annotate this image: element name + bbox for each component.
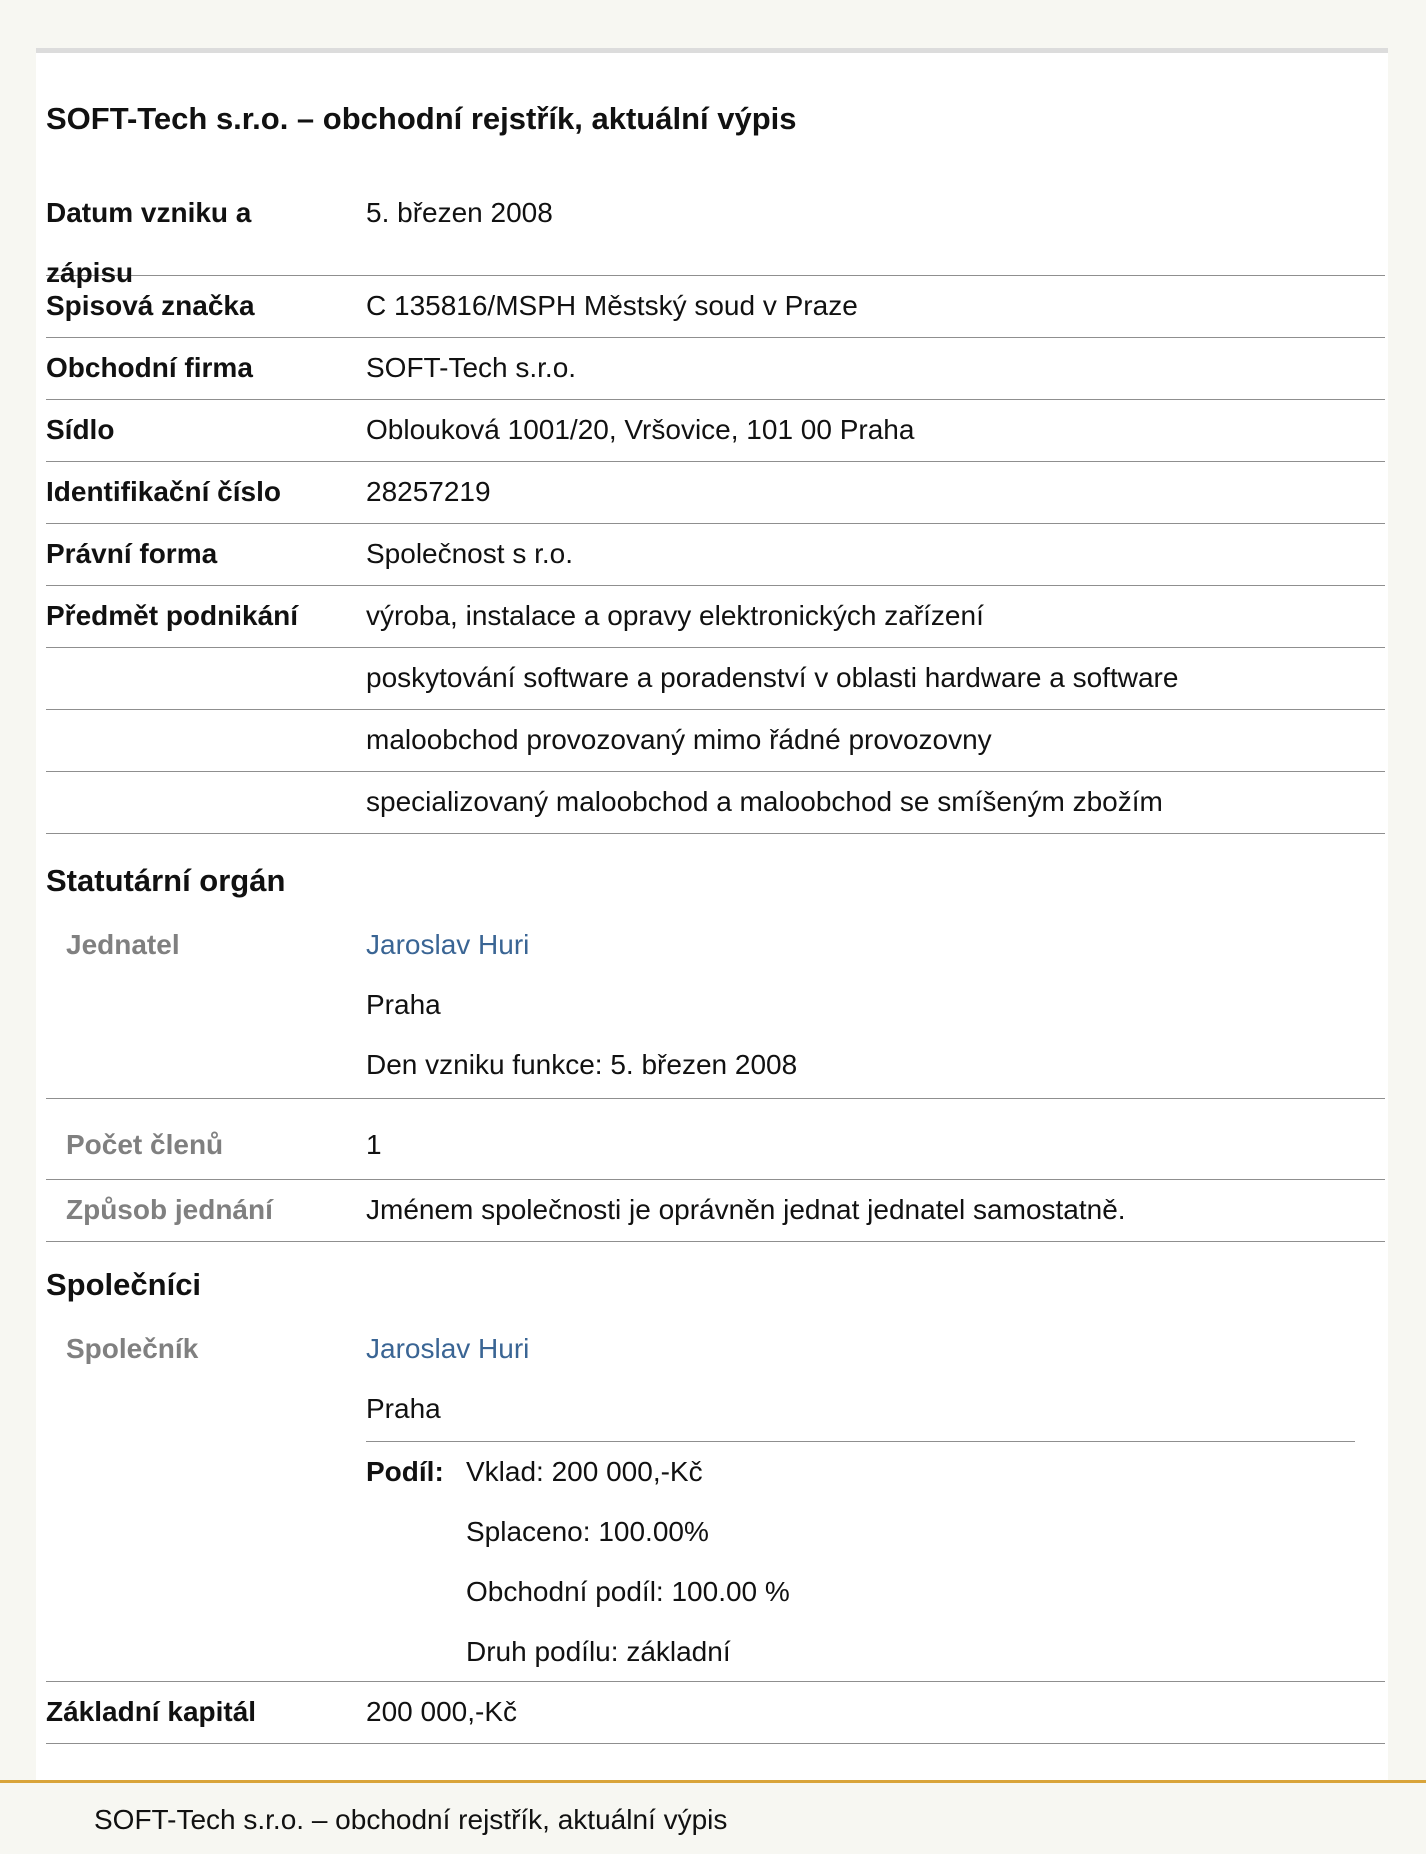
spolecnik-label: Společník [66,1333,199,1364]
row-datum [46,183,1385,288]
row-obchodni-firma [46,338,1385,400]
zpusob-value: Jménem společnosti je oprávněn jednat jednatel samostatně. [366,1194,1126,1225]
podil-label: Podíl: [366,1456,444,1487]
section-spolecnici-heading: Společníci [46,1267,202,1302]
firma-label: Obchodní firma [46,352,253,383]
spis-value: C 135816/MSPH Městský soud v Praze [366,290,858,321]
podil-value: Vklad: 200 000,-Kč [466,1456,703,1487]
row-predmet-4 [46,772,1385,834]
predmet-value: poskytování software a poradenství v oblasti hardware a software [366,662,1179,693]
datum-label-line1: Datum vzniku a [46,197,252,228]
podil-value: Splaceno: 100.00% [466,1516,709,1547]
kapital-label: Základní kapitál [46,1696,257,1727]
pocet-value: 1 [366,1129,382,1160]
section-statutarni-heading: Statutární orgán [46,863,286,898]
footer-text: SOFT-Tech s.r.o. – obchodní rejstřík, aktuální výpis [94,1804,728,1835]
podil-value: Druh podílu: základní [466,1636,731,1667]
jednatel-name-link[interactable]: Jaroslav Huri [366,929,530,960]
jednatel-label: Jednatel [66,929,180,960]
pocet-label: Počet členů [66,1129,224,1160]
row-spolecnik [46,1319,1385,1682]
row-ic [46,462,1385,524]
predmet-value: maloobchod provozovaný mimo řádné provozovny [366,724,992,755]
footer-divider [0,1780,1426,1783]
page-title: SOFT-Tech s.r.o. – obchodní rejstřík, aktuální výpis [46,101,797,136]
row-predmet-2 [46,648,1385,710]
predmet-value: specializovaný maloobchod a maloobchod se smíšeným zbožím [366,786,1163,817]
row-jednatel [46,915,1385,1099]
row-pocet-clenu [46,1103,1385,1180]
row-spisova-znacka [46,276,1385,338]
sidlo-value: Oblouková 1001/20, Vršovice, 101 00 Praha [366,414,915,445]
datum-label-line2: zápisu [46,257,134,288]
predmet-label: Předmět podnikání [46,600,299,631]
row-zpusob-jednani [46,1180,1385,1242]
ic-label: Identifikační číslo [46,476,281,507]
podil-value: Obchodní podíl: 100.00 % [466,1576,790,1607]
spolecnik-name-link[interactable]: Jaroslav Huri [366,1333,530,1364]
jednatel-city: Praha [366,989,441,1020]
sidlo-label: Sídlo [46,414,115,445]
firma-value: SOFT-Tech s.r.o. [366,352,577,383]
forma-value: Společnost s r.o. [366,538,574,569]
jednatel-since: Den vzniku funkce: 5. březen 2008 [366,1049,798,1080]
datum-value: 5. březen 2008 [366,197,553,228]
row-pravni-forma [46,524,1385,586]
row-predmet-1 [46,586,1385,648]
record-card [36,48,1388,1782]
forma-label: Právní forma [46,538,218,569]
kapital-value: 200 000,-Kč [366,1696,517,1727]
row-zakladni-kapital [46,1682,1385,1744]
spolecnik-city: Praha [366,1393,441,1424]
spis-label: Spisová značka [46,290,255,321]
ic-value: 28257219 [366,476,491,507]
row-predmet-3 [46,710,1385,772]
zpusob-label: Způsob jednání [66,1194,273,1225]
predmet-value: výroba, instalace a opravy elektronických zařízení [366,600,984,631]
row-sidlo [46,400,1385,462]
